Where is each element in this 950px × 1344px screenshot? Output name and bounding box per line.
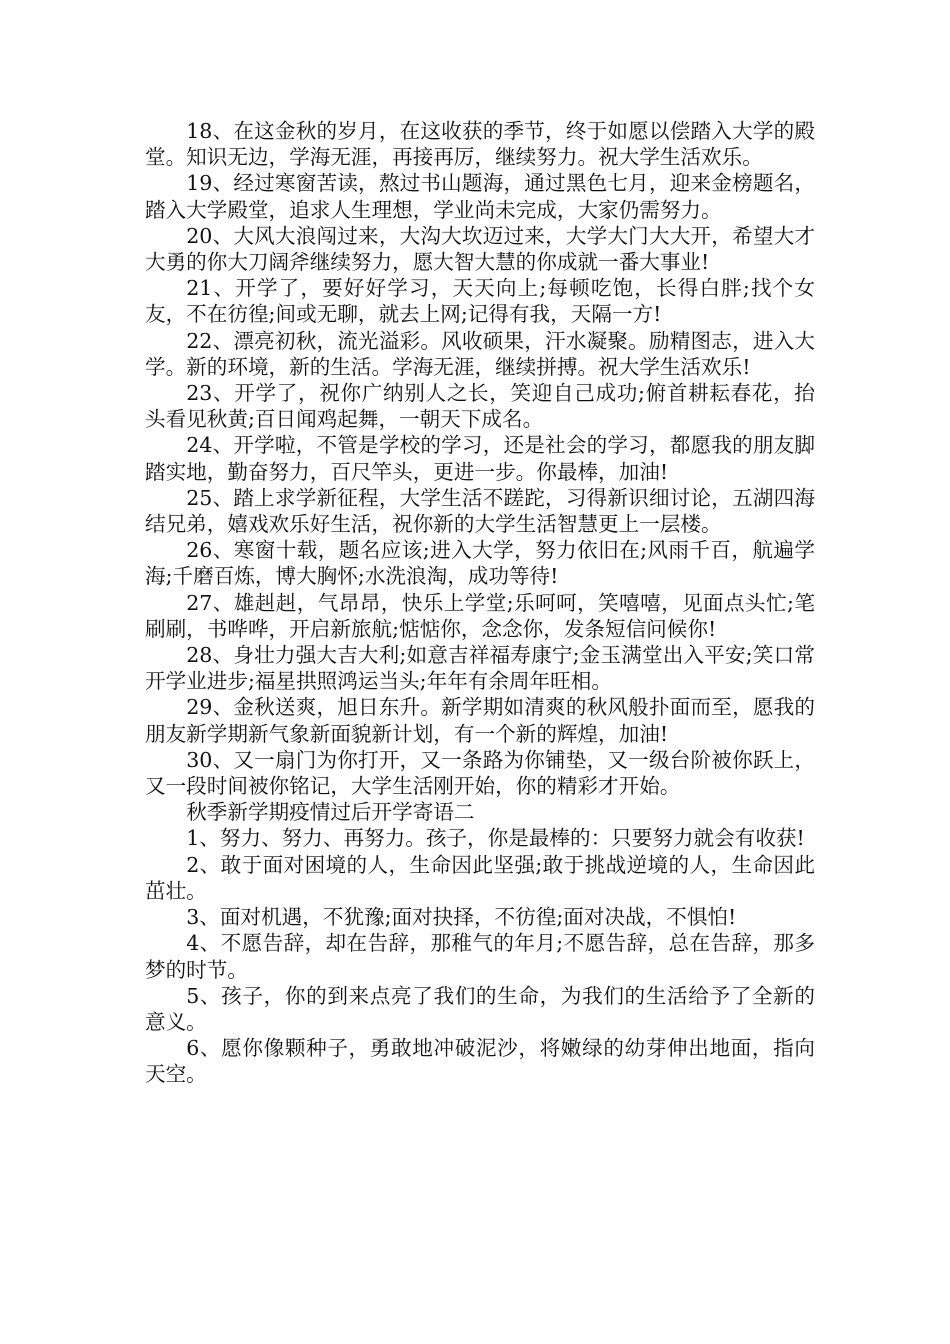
paragraph-21: 21、开学了，要好好学习，天天向上;每顿吃饱，长得白胖;找个女友，不在彷徨;间或无聊，就去上网;记得有我，天隔一方! xyxy=(145,276,815,327)
paragraph-26: 26、寒窗十载，题名应该;进入大学，努力依旧在;风雨千百，航遍学海;千磨百炼，博大胸怀;水洗浪淘，成功等待! xyxy=(145,538,815,589)
paragraph-24: 24、开学啦，不管是学校的学习，还是社会的学习，都愿我的朋友脚踏实地，勤奋努力，百尺竿头，更进一步。你最棒，加油! xyxy=(145,433,815,484)
paragraph-2-4: 4、不愿告辞，却在告辞，那稚气的年月;不愿告辞，总在告辞，那多梦的时节。 xyxy=(145,931,815,982)
paragraph-30: 30、又一扇门为你打开，又一条路为你铺垫，又一级台阶被你跃上，又一段时间被你铭记，大学生活刚开始，你的精彩才开始。 xyxy=(145,747,815,799)
paragraph-29: 29、金秋送爽，旭日东升。新学期如清爽的秋风般扑面而至，愿我的朋友新学期新气象新面貌新计划，有一个新的辉煌，加油! xyxy=(145,695,815,746)
paragraph-20: 20、大风大浪闯过来，大沟大坎迈过来，大学大门大大开，希望大才大勇的你大刀阔斧继续努力，愿大智大慧的你成就一番大事业! xyxy=(145,223,815,275)
paragraph-28: 28、身壮力强大吉大利;如意吉祥福寿康宁;金玉满堂出入平安;笑口常开学业进步;福星拱照鸿运当头;年年有余周年旺相。 xyxy=(145,643,815,694)
paragraph-2-2: 2、敢于面对困境的人，生命因此坚强;敢于挑战逆境的人，生命因此茁壮。 xyxy=(145,852,815,903)
document-body xyxy=(145,118,815,1088)
paragraph-23: 23、开学了，祝你广纳别人之长，笑迎自己成功;俯首耕耘春花，抬头看见秋黄;百日闻鸡起舞，一朝天下成名。 xyxy=(145,381,815,432)
paragraph-2-5: 5、孩子，你的到来点亮了我们的生命，为我们的生活给予了全新的意义。 xyxy=(145,983,815,1034)
paragraph-18: 18、在这金秋的岁月，在这收获的季节，终于如愿以偿踏入大学的殿堂。知识无边，学海无涯，再接再厉，继续努力。祝大学生活欢乐。 xyxy=(145,119,815,170)
paragraph-27: 27、雄赳赳，气昂昂，快乐上学堂;乐呵呵，笑嘻嘻，见面点头忙;笔刷刷，书哗哗，开启新旅航;惦惦你，念念你，发条短信问候你! xyxy=(145,590,815,641)
paragraph-2-6: 6、愿你像颗种子，勇敢地冲破泥沙，将嫩绿的幼芽伸出地面，指向天空。 xyxy=(145,1036,815,1087)
paragraph-2-1: 1、努力、努力、再努力。孩子，你是最棒的：只要努力就会有收获! xyxy=(186,826,805,851)
section-title: 秋季新学期疫情过后开学寄语二 xyxy=(186,800,475,825)
paragraph-25: 25、踏上求学新征程，大学生活不蹉跎，习得新识细讨论，五湖四海结兄弟，嬉戏欢乐好生活，祝你新的大学生活智慧更上一层楼。 xyxy=(145,485,815,537)
paragraph-22: 22、漂亮初秋，流光溢彩。风收硕果，汗水凝聚。励精图志，进入大学。新的环境，新的生活。学海无涯，继续拼搏。祝大学生活欢乐! xyxy=(145,328,815,379)
paragraph-2-3: 3、面对机遇，不犹豫;面对抉择，不彷徨;面对决战，不惧怕! xyxy=(186,905,737,930)
paragraph-19: 19、经过寒窗苦读，熬过书山题海，通过黑色七月，迎来金榜题名，踏入大学殿堂，追求人生理想，学业尚未完成，大家仍需努力。 xyxy=(145,171,815,222)
